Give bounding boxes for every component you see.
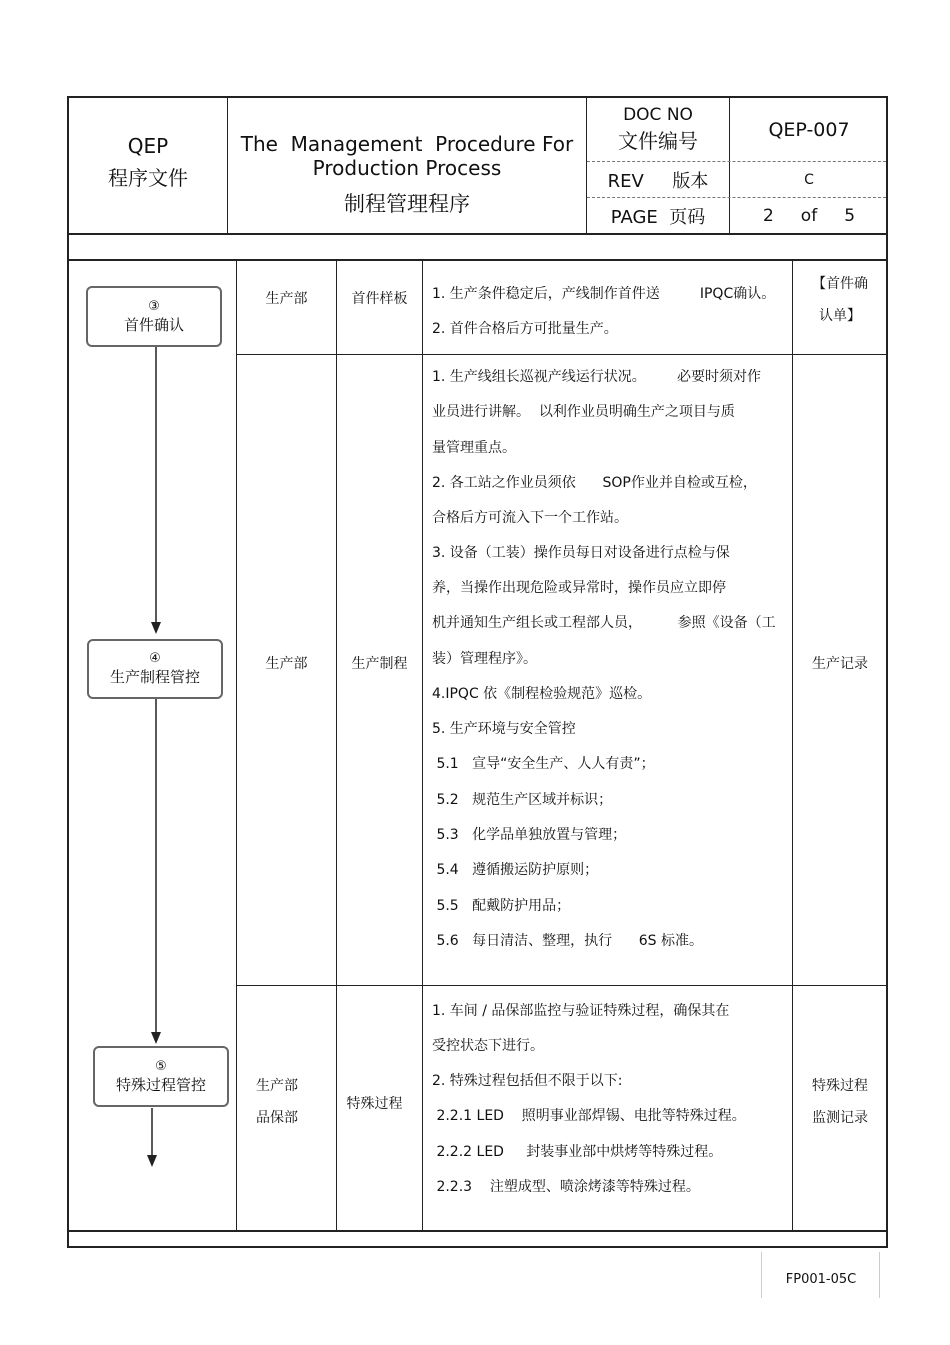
row3-line-4: 2.2.1 LED 照明事业部焊锡、电批等特殊过程。 [432,1108,746,1124]
row3-record-line1: 特殊过程 [812,1078,868,1094]
row3-item: 特殊过程 [346,1096,403,1112]
row1-line-2: 2. 首件合格后方可批量生产。 [432,321,618,337]
page-value: 2 of 5 [762,205,856,226]
row1-record-line2: 认单】 [819,308,861,324]
doc-no-label-en: DOC NO [623,104,693,125]
title-cn: 制程管理程序 [344,192,470,216]
row2-line-16: 5.5 配戴防护用品； [432,898,571,914]
row2-line-12: 5.1 宣导“安全生产、人人有责”； [432,756,655,772]
row2-line-15: 5.4 遵循搬运防护原则； [432,862,599,878]
row2-line-5: 合格后方可流入下一个工作站。 [432,510,628,526]
doc-no-label-cn: 文件编号 [618,128,698,153]
col-divider-item [422,260,423,1230]
title-en-line1: The Management Procedure For [240,132,574,156]
row2-line-9: 装）管理程序》。 [432,651,537,667]
row3-line-3: 2. 特殊过程包括但不限于以下: [432,1073,623,1089]
row3-line-1: 1. 车间 / 品保部监控与验证特殊过程，确保其在 [432,1003,730,1019]
row3-dept-line2: 品保部 [256,1110,298,1126]
rev-value: C [804,171,814,188]
row-divider-2 [237,985,887,986]
col-divider-dept [336,260,337,1230]
row2-line-13: 5.2 规范生产区域并标识； [432,792,613,808]
flow-node-number: ③ [148,298,160,314]
flow-node-number: ⑤ [155,1058,167,1074]
row3-dept-line1: 生产部 [256,1078,298,1094]
row3-line-6: 2.2.3 注塑成型、喷涂烤漆等特殊过程。 [432,1179,700,1195]
row2-dept: 生产部 [265,656,308,672]
row2-line-14: 5.3 化学品单独放置与管理； [432,827,627,843]
flow-node-special-process [93,1046,229,1107]
doc-type-code: QEP [127,133,169,158]
row3-line-5: 2.2.2 LED 封装事业部中烘烤等特殊过程。 [432,1144,723,1160]
flow-node-number: ④ [149,651,161,666]
doc-no-label [587,98,729,160]
row2-line-8: 机并通知生产组长或工程部人员， 参照《设备（工 [432,615,776,631]
row2-line-3: 量管理重点。 [432,440,516,456]
flow-node-label: 特殊过程管控 [115,1075,206,1094]
row3-line-2: 受控状态下进行。 [432,1038,544,1054]
row2-line-10: 4.IPQC 依《制程检验规范》巡检。 [432,686,652,702]
rev-label: REV 版本 [607,170,709,192]
row2-record: 生产记录 [812,656,868,672]
flow-node-process-control [87,639,223,699]
row2-line-11: 5. 生产环境与安全管控 [432,721,576,737]
row3-record [793,1070,887,1134]
header-left [68,130,228,194]
row2-line-2: 业员进行讲解。 以利作业员明确生产之项目与质 [432,404,735,420]
row2-item: 生产制程 [351,656,408,672]
row3-dept [237,1070,317,1134]
table-bottom-line [68,1230,887,1232]
row2-line-6: 3. 设备（工装）操作员每日对设备进行点检与保 [432,545,730,561]
row1-item: 首件样板 [351,291,408,307]
row1-record-line1: 【首件确 [812,276,868,292]
form-code: FP001-05C [785,1271,857,1287]
header-title [228,120,586,230]
row2-line-7: 养，当操作出现危险或异常时，操作员应立即停 [432,580,726,596]
header-bottom-line [68,233,887,235]
row3-record-line2: 监测记录 [812,1110,868,1126]
flow-node-first-article [86,286,222,347]
row1-dept: 生产部 [265,291,308,307]
flow-node-label: 首件确认 [123,315,184,334]
row1-line-1: 1. 生产条件稳定后，产线制作首件送 IPQC确认。 [432,286,776,302]
title-en-line2: Production Process [312,156,502,180]
doc-no-value: QEP-007 [768,119,850,141]
row2-line-4: 2. 各工站之作业员须依 SOP作业并自检或互检， [432,475,757,491]
row-divider-1 [237,354,887,355]
flow-node-label: 生产制程管控 [109,668,200,686]
page-label: PAGE 页码 [610,206,706,228]
row1-record [793,268,887,332]
row2-line-17: 5.6 每日清洁、整理，执行 6S 标准。 [432,933,704,949]
row2-line-1: 1. 生产线组长巡视产线运行状况。 必要时须对作 [432,369,761,385]
doc-type-name: 程序文件 [108,165,188,190]
